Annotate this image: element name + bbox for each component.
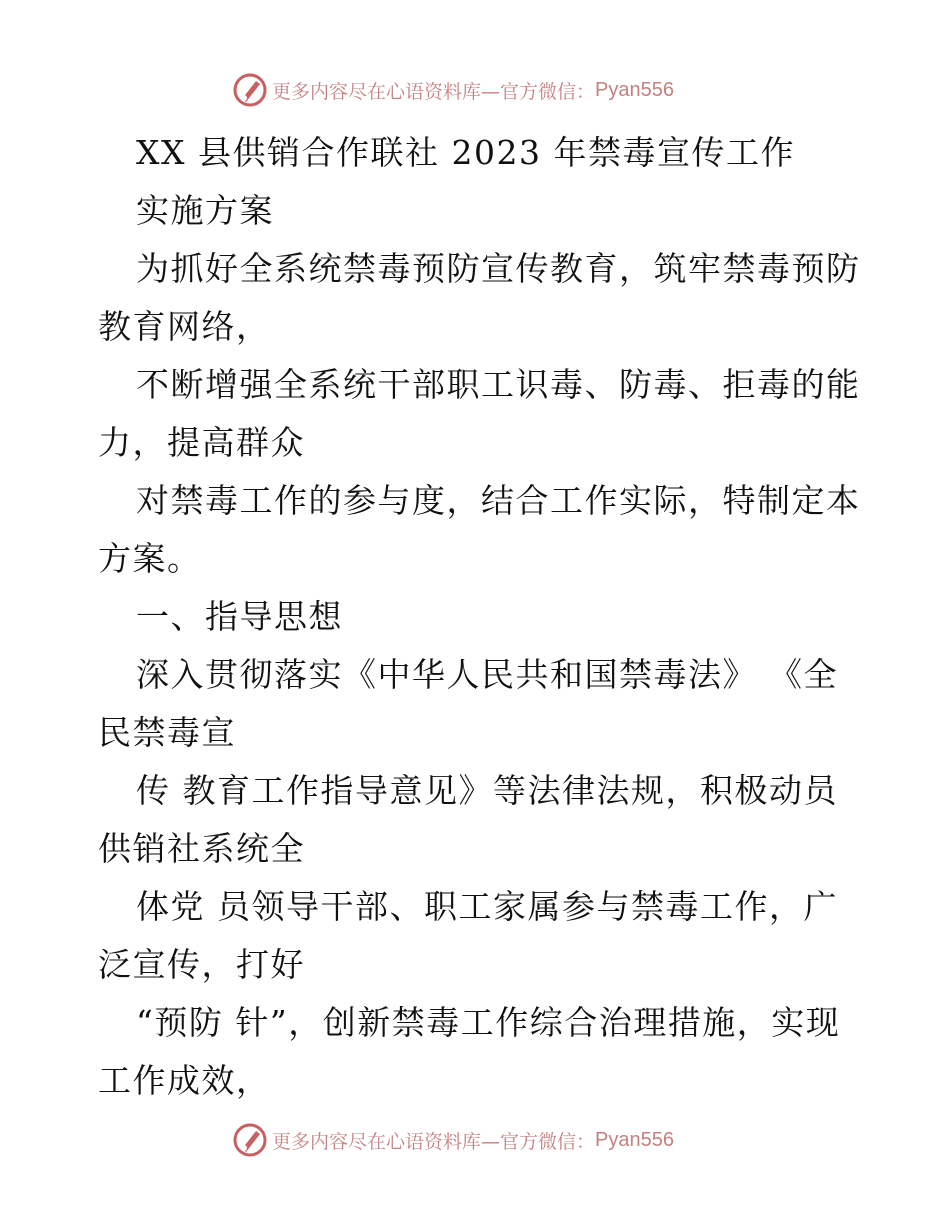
doc-line: 泛宣传，打好 [98, 945, 305, 984]
header-watermark [232, 70, 674, 110]
doc-line: 传 教育工作指导意见》等法律法规，积极动员 [136, 771, 838, 810]
doc-line: 对禁毒工作的参与度，结合工作实际，特制定本 [136, 481, 861, 520]
footer-watermark [232, 1120, 674, 1160]
doc-line: “预防 针”，创新禁毒工作综合治理措施，实现 [136, 1003, 841, 1042]
pen-logo-icon [232, 72, 268, 108]
doc-line: 不断增强全系统干部职工识毒、防毒、拒毒的能 [136, 365, 861, 404]
watermark-id: Pyan556 [595, 78, 674, 101]
watermark-id: Pyan556 [595, 1128, 674, 1151]
pen-logo-icon [232, 1122, 268, 1158]
watermark-text: 更多内容尽在心语资料库—官方微信： [272, 80, 596, 103]
doc-line: 体党 员领导干部、职工家属参与禁毒工作，广 [136, 887, 838, 926]
doc-line: 民禁毒宣 [98, 713, 236, 752]
doc-line: 力，提高群众 [98, 423, 305, 462]
doc-line: 深入贯彻落实《中华人民共和国禁毒法》 《全 [136, 655, 838, 694]
section-heading: 一、指导思想 [136, 597, 343, 636]
watermark-text: 更多内容尽在心语资料库—官方微信： [272, 1130, 596, 1153]
doc-title-line-2: 实施方案 [136, 191, 274, 230]
doc-line: 方案。 [98, 539, 202, 578]
doc-title-line-1: XX 县供销合作联社 2023 年禁毒宣传工作 [136, 133, 795, 172]
doc-line: 供销社系统全 [98, 829, 305, 868]
doc-line: 工作成效， [98, 1061, 271, 1100]
doc-line: 教育网络， [98, 307, 271, 346]
doc-line: 为抓好全系统禁毒预防宣传教育，筑牢禁毒预防 [136, 249, 861, 288]
document-body [98, 124, 861, 1110]
